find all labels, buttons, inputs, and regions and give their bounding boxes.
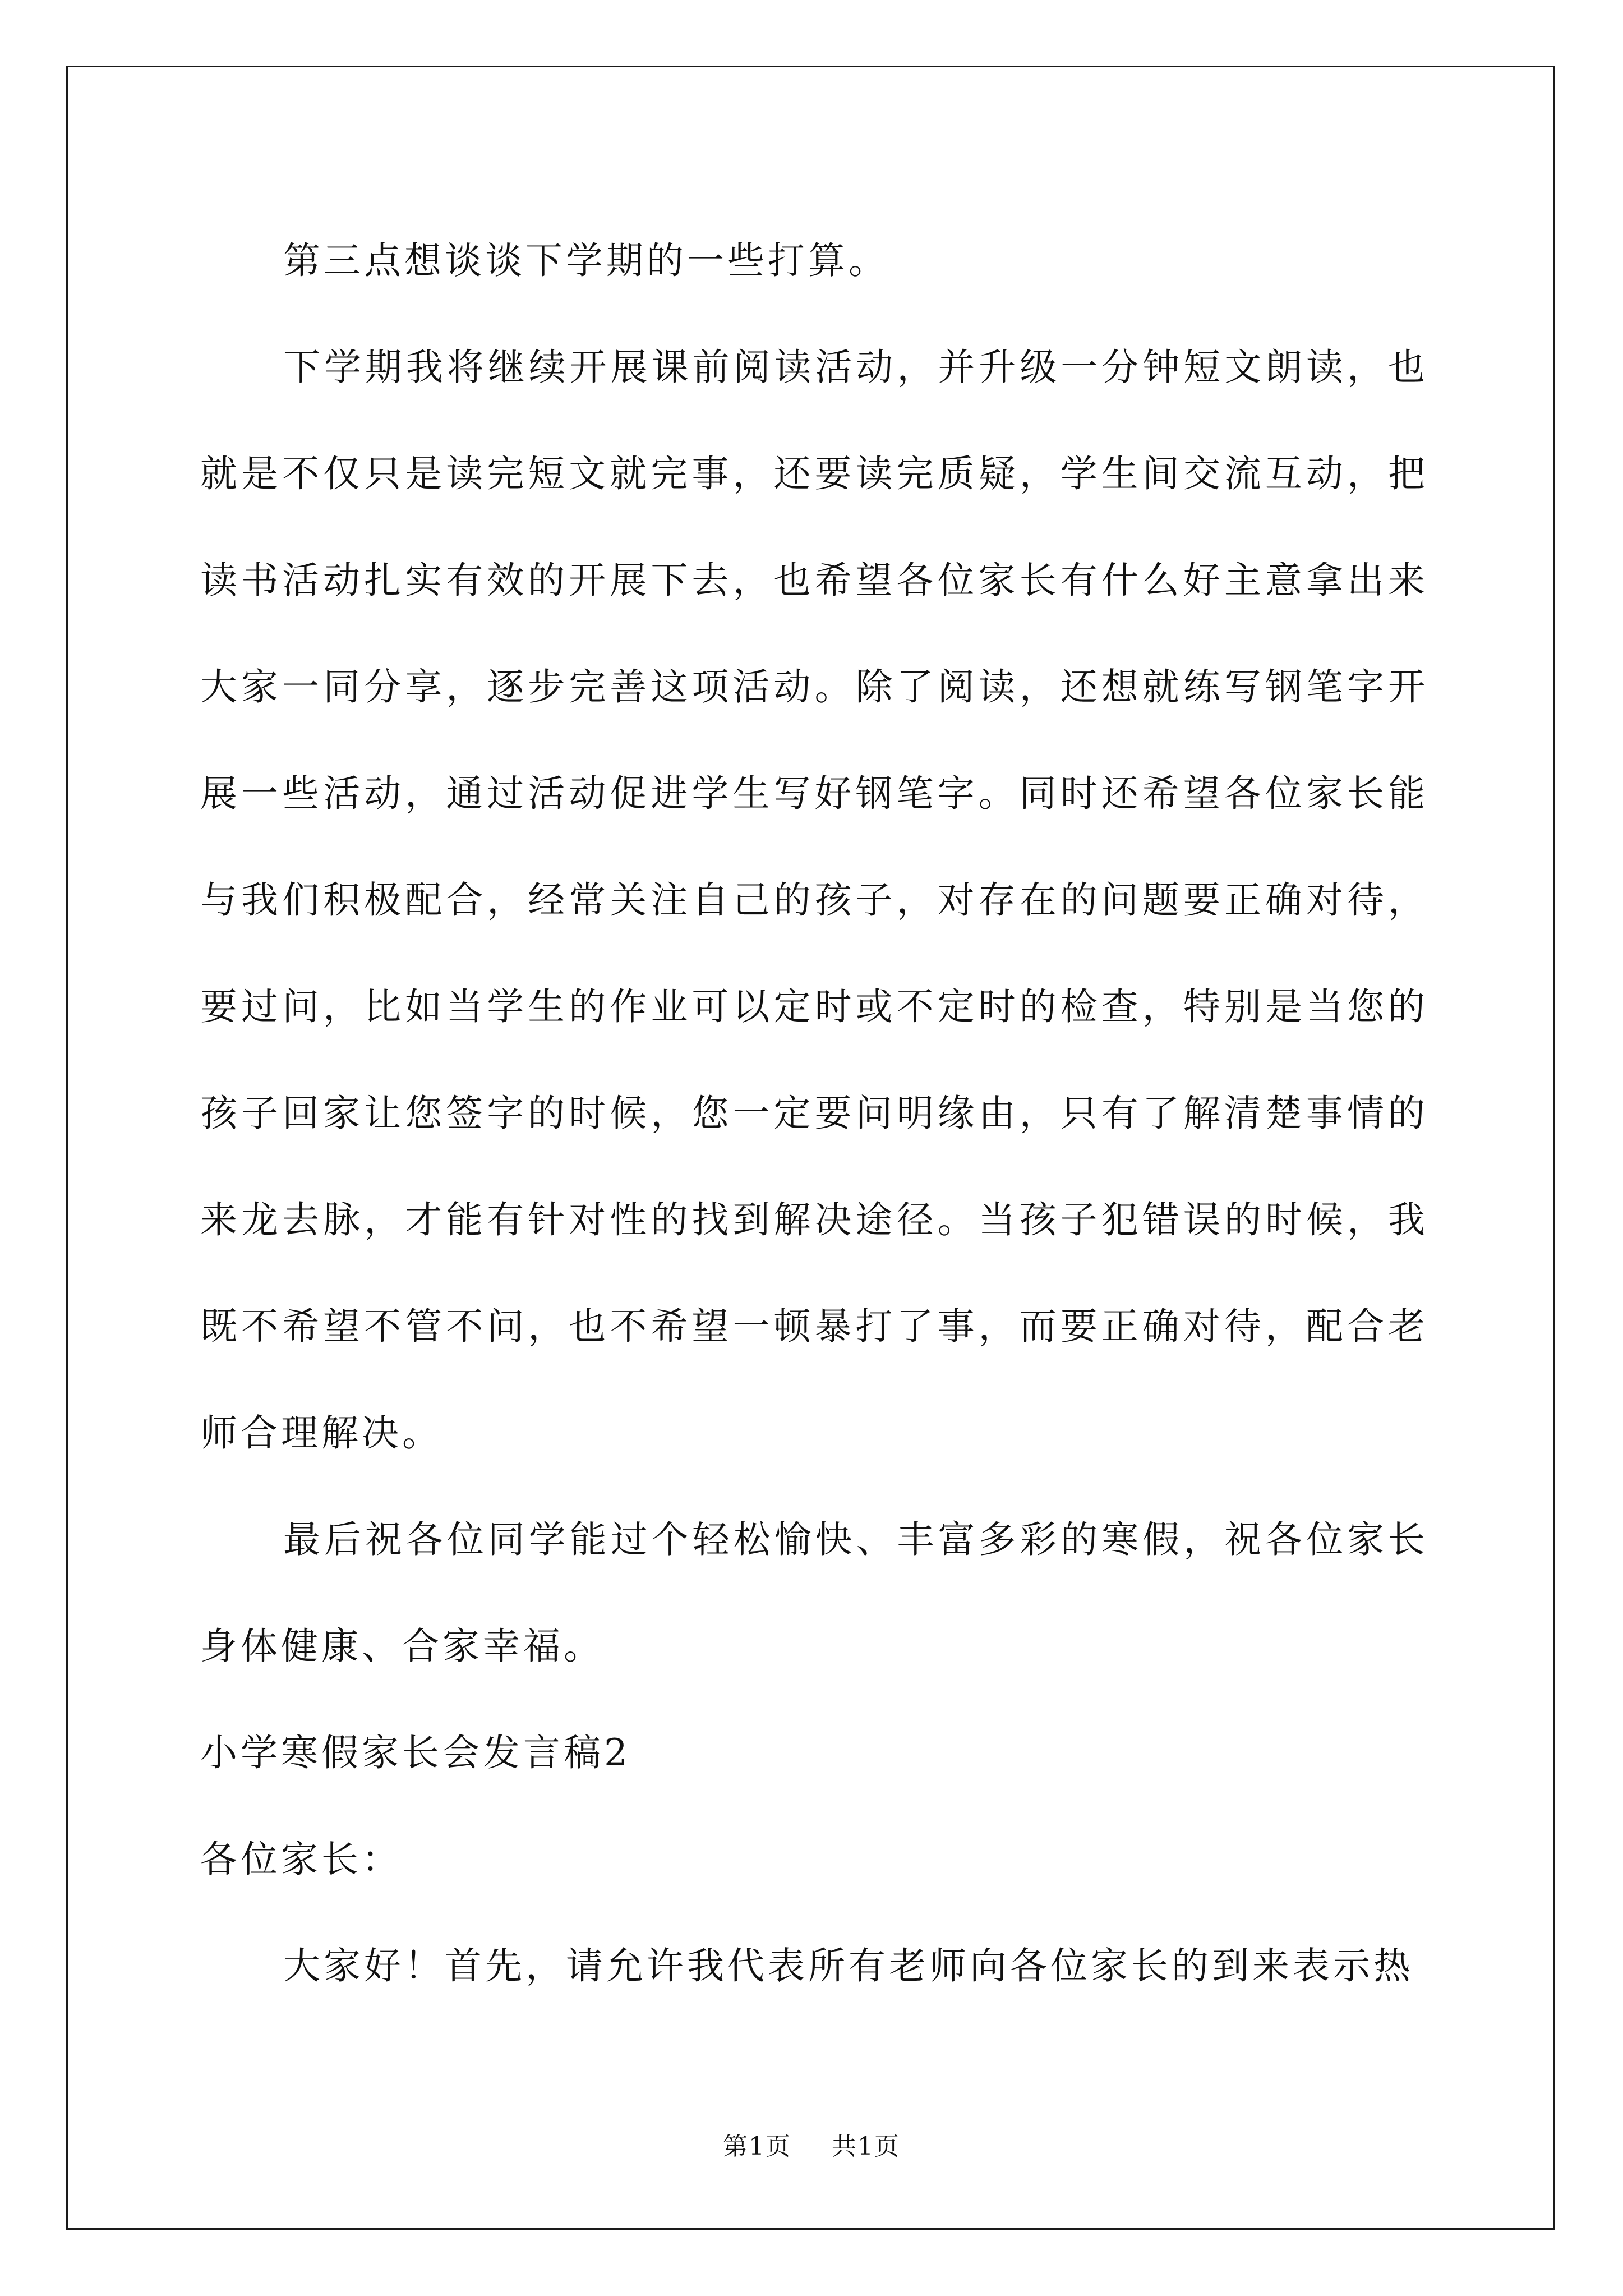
section-heading: 小学寒假家长会发言稿2 bbox=[200, 1731, 631, 1774]
paragraph-closing-wishes: 最后祝各位同学能过个轻松愉快、丰富多彩的寒假，祝各位家长身体健康、合家幸福。 bbox=[200, 1518, 1428, 1668]
salutation: 各位家长： bbox=[200, 1838, 402, 1881]
page-total: 共1页 bbox=[832, 2132, 900, 2161]
page-footer bbox=[0, 2126, 1623, 2162]
document-body bbox=[200, 208, 1428, 2019]
page-number: 第1页 bbox=[723, 2132, 791, 2161]
paragraph-next-semester: 下学期我将继续开展课前阅读活动，并升级一分钟短文朗读，也就是不仅只是读完短文就完事，还要读完质疑，学生间交流互动，把读书活动扎实有效的开展下去，也希望各位家长有什么好主意拿出来大家一同分享，逐步完善这项活动。除了阅读，还想就练写钢笔字开展一些活动，通过活动促进学生写好钢笔字。同时还希望各位家长能与我们积极配合，经常关注自己的孩子，对存在的问题要正确对待，要过问，比如当学生的作业可以定时或不定时的检查，特别是当您的孩子回家让您签字的时候，您一定要问明缘由，只有了解清楚事情的来龙去脉，才能有针对性的找到解决途径。当孩子犯错误的时候，我既不希望不管不问，也不希望一顿暴打了事，而要正确对待，配合老师合理解决。 bbox=[200, 346, 1428, 1455]
paragraph-plans-intro: 第三点想谈谈下学期的一些打算。 bbox=[283, 239, 889, 282]
paragraph-greeting: 大家好！首先，请允许我代表所有老师向各位家长的到来表示热 bbox=[283, 1944, 1414, 1987]
